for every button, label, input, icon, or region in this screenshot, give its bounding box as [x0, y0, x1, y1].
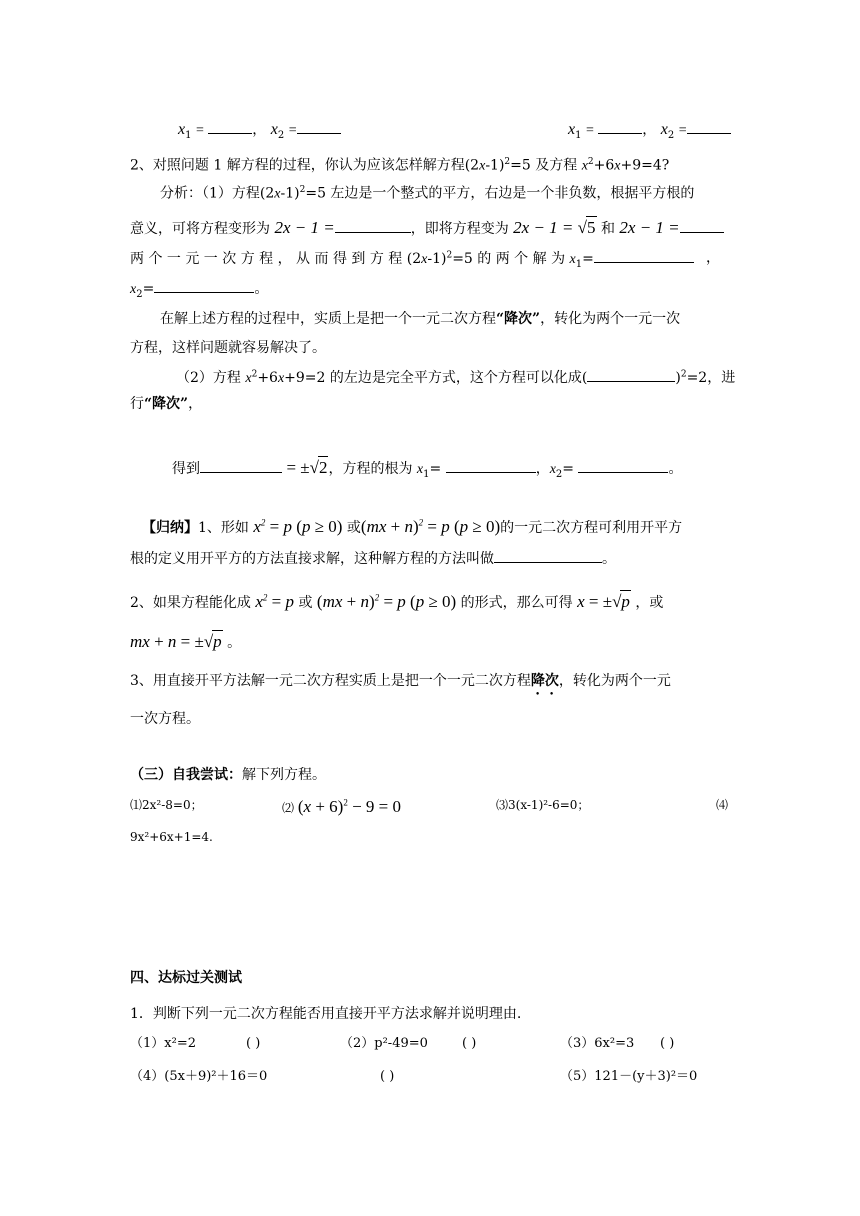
q2-text: 2、对照问题 1 解方程的过程，你认为应该怎样解方程(2: [130, 157, 480, 174]
blank-result[interactable]: [200, 460, 282, 473]
part2-text: 。: [668, 461, 683, 477]
part2-text: ，方程的根为: [328, 461, 417, 477]
x2-blank[interactable]: [687, 121, 731, 134]
self-try-head: （三）自我尝试：: [130, 767, 242, 783]
item-1-answer: ( ): [246, 1036, 261, 1051]
math-mxn-eq-p: (mx + n)$^2$ = p (p ≥ 0): [316, 592, 457, 611]
self-try-exercises: [130, 797, 730, 816]
analysis-text: -1): [280, 185, 300, 202]
section-4-question-1: 1．判断下列一元二次方程能否用直接开平方法求解并说明理由.: [130, 1006, 522, 1022]
q2-text: +9=4?: [620, 157, 670, 174]
analysis-line-2: [130, 216, 724, 239]
math-x-pm-sqrtp: x = ±√p: [577, 592, 630, 611]
analysis-text: =: [142, 281, 155, 297]
x1-sub: 1: [185, 129, 192, 141]
part2-text: +6: [257, 370, 278, 386]
answer-line-right: [568, 120, 731, 142]
eq-sign: =: [678, 123, 687, 138]
summary-text: 的形式，那么可得: [460, 595, 573, 611]
summary-text: ，转化为两个一元: [558, 673, 671, 689]
blank-square[interactable]: [587, 369, 675, 382]
part2-line-2: [130, 396, 202, 414]
analysis-text: 。: [254, 281, 269, 297]
section-4-items-row-2: [130, 1069, 730, 1085]
blank-x2[interactable]: [154, 280, 254, 293]
x1-var: x: [178, 121, 186, 138]
blank-method[interactable]: [494, 550, 602, 563]
summary-line-1b: [130, 550, 616, 569]
q2-text: +6: [593, 157, 615, 174]
exercise-4: 9x²+6x+1=4.: [130, 830, 213, 844]
part2-text: 得到: [172, 461, 200, 477]
x2-sub: 2: [277, 129, 285, 141]
analysis-text: 意义，可将方程变形为: [130, 221, 270, 237]
summary-line-2b: [130, 630, 241, 653]
blank-x1[interactable]: [594, 250, 694, 263]
math-mxn-p: (mx + n)$^2$ = p (p ≥ 0): [360, 517, 501, 536]
part2-text: ，: [535, 461, 550, 477]
x2-blank[interactable]: [297, 121, 341, 134]
blank-root2[interactable]: [578, 460, 668, 473]
q2-text: =5 及方程: [510, 157, 582, 174]
analysis-text: 和: [600, 221, 615, 237]
math-x2-p: $x^2 = p$ (p ≥ 0): [253, 517, 343, 536]
item-5: （5）121－(y＋3)²＝0: [560, 1069, 698, 1084]
exercise-1: ⑴2x²-8=0；: [130, 798, 203, 812]
math-x2-eq-p: $x^2 = p$: [255, 592, 295, 611]
summary-text: ，或: [635, 595, 664, 611]
analysis-text: 两 个 一 元 一 次 方 程 ， 从 而 得 到 方 程 (2: [130, 251, 422, 267]
summary-text: 1、形如: [198, 520, 249, 536]
answer-line-left: [178, 120, 341, 142]
math-exercise-2: $(x + 6)^2 - 9 = 0$: [297, 797, 401, 816]
self-try-desc: 解下列方程。: [242, 767, 326, 783]
summary-head: 【归纳】: [142, 520, 198, 536]
x1-blank[interactable]: [208, 121, 252, 134]
summary-text: 。: [602, 551, 616, 567]
item-3: （3）6x²=3: [560, 1036, 635, 1051]
part2-text: ): [675, 370, 681, 386]
summary-line-3: [130, 673, 671, 698]
x2-var: x: [270, 121, 278, 138]
self-try-heading: [130, 767, 326, 785]
summary-line-2: [130, 590, 663, 613]
part2-text: =: [429, 461, 446, 477]
math-2x-1: 2x − 1 =: [274, 218, 335, 237]
exercise-4-label: ⑷: [716, 798, 729, 812]
blank-root1[interactable]: [446, 460, 536, 473]
blank-transform[interactable]: [335, 220, 411, 233]
analysis-text: =5 的 两 个 解 为: [452, 251, 570, 267]
analysis-text: ，即将方程变为: [410, 221, 509, 237]
summary-text: 2、如果方程能化成: [130, 595, 251, 611]
x1-blank[interactable]: [598, 121, 642, 134]
part2-line-3: 得到 = ±√2，方程的根为 $x_1=$ ，$x_2=$ 。: [172, 458, 683, 480]
x1-sub: 1: [575, 129, 582, 141]
part2-line-1: （2）方程 $x^2+6x+9=2$ 的左边是完全平方式，这个方程可以化成( )$^2$=2，进: [176, 369, 736, 386]
reduce-text: ，转化为两个一元一次: [540, 311, 681, 327]
item-3-answer: ( ): [660, 1036, 675, 1051]
summary-text: 根的定义用开平方的方法直接求解，这种解方程的方法叫做: [130, 551, 494, 567]
part2-text: +9=2 的左边是完全平方式，这个方程可以化成(: [284, 370, 588, 386]
item-2: （2）p²-49=0: [340, 1036, 428, 1051]
math-2x-1-eq: 2x − 1 =: [619, 218, 680, 237]
part2-text: ，: [188, 396, 203, 412]
exercise-2-label: ⑵: [282, 801, 295, 815]
exercise-3: ⑶3(x-1)²-6=0；: [496, 798, 590, 812]
analysis-line-4: $x_2=$ 。: [130, 281, 269, 300]
reduce-bold: “降次”: [496, 311, 541, 327]
summary-text: 一次方程。: [130, 711, 200, 727]
summary-text: 或: [346, 520, 361, 536]
question-2: 2、对照问题 1 解方程的过程，你认为应该怎样解方程$(2x-1)^2=5$ 及方程 $x^2+6x+9=4$?: [130, 157, 670, 174]
part2-text: =: [562, 461, 579, 477]
part2-text: （2）方程: [176, 370, 246, 386]
x2-var: x: [660, 121, 668, 138]
x1-var: x: [568, 121, 576, 138]
summary-text: 3、用直接开平方法解一元二次方程实质上是把一个一元二次方程: [130, 673, 531, 689]
reduce-text: 方程，这样问题就容易解决了。: [130, 340, 326, 356]
q2-text: -1): [485, 157, 505, 174]
analysis-text: ，: [706, 250, 720, 266]
analysis-text: =: [582, 251, 594, 267]
section-4-title: 四、达标过关测试: [130, 970, 242, 986]
analysis-text: 分析：（1）方程(2: [160, 185, 275, 202]
summary-text: 或: [298, 595, 313, 611]
item-4-answer: ( ): [380, 1069, 395, 1084]
analysis-line-1: 分析：（1）方程$(2x-1)^2=5$ 左边是一个整式的平方，右边是一个非负数，根据平方根的: [160, 185, 695, 202]
analysis-text: =5 左边是一个整式的平方，右边是一个非负数，根据平方根的: [305, 185, 695, 202]
reduce-text: 在解上述方程的过程中，实质上是把一个一元二次方程: [160, 311, 496, 327]
section-4-items-row-1: [130, 1036, 730, 1052]
summary-line-3b: [130, 711, 200, 729]
summary-line-1: [142, 516, 682, 538]
math-mxn-pm-sqrtp: mx + n = ±√p: [130, 632, 222, 651]
sep: ，: [252, 122, 267, 138]
item-2-answer: ( ): [462, 1036, 477, 1051]
summary-emphasis: 降次: [530, 673, 559, 689]
sep: ，: [642, 122, 657, 138]
part2-text: 行: [130, 396, 144, 412]
self-try-exercise-4: [130, 830, 213, 845]
x2-sub: 2: [667, 129, 675, 141]
summary-text: 的一元二次方程可利用开平方: [500, 520, 683, 536]
eq-sign: =: [585, 123, 594, 138]
reduce-paragraph-2: [130, 340, 326, 358]
reduce-paragraph-1: [160, 311, 680, 329]
math-2x-1-sqrt5: 2x − 1 = √5: [513, 218, 596, 237]
analysis-line-3: 两 个 一 元 一 次 方 程 ， 从 而 得 到 方 程 $(2x-1)^2=5$ 的 两 个 解 为 $x_1=$ ，: [130, 250, 720, 270]
item-1: （1）x²=2: [130, 1036, 196, 1051]
item-4: （4）(5x＋9)²＋16＝0: [130, 1069, 268, 1084]
part2-text: =2，进: [686, 370, 736, 386]
part2-bold: “降次”: [144, 396, 189, 412]
math-pm-sqrt2: = ±√2: [286, 458, 328, 477]
blank-negative[interactable]: [680, 220, 724, 233]
eq-sign: =: [195, 123, 204, 138]
analysis-text: -1): [427, 251, 447, 267]
eq-sign: =: [288, 123, 297, 138]
summary-text: 。: [227, 635, 242, 651]
